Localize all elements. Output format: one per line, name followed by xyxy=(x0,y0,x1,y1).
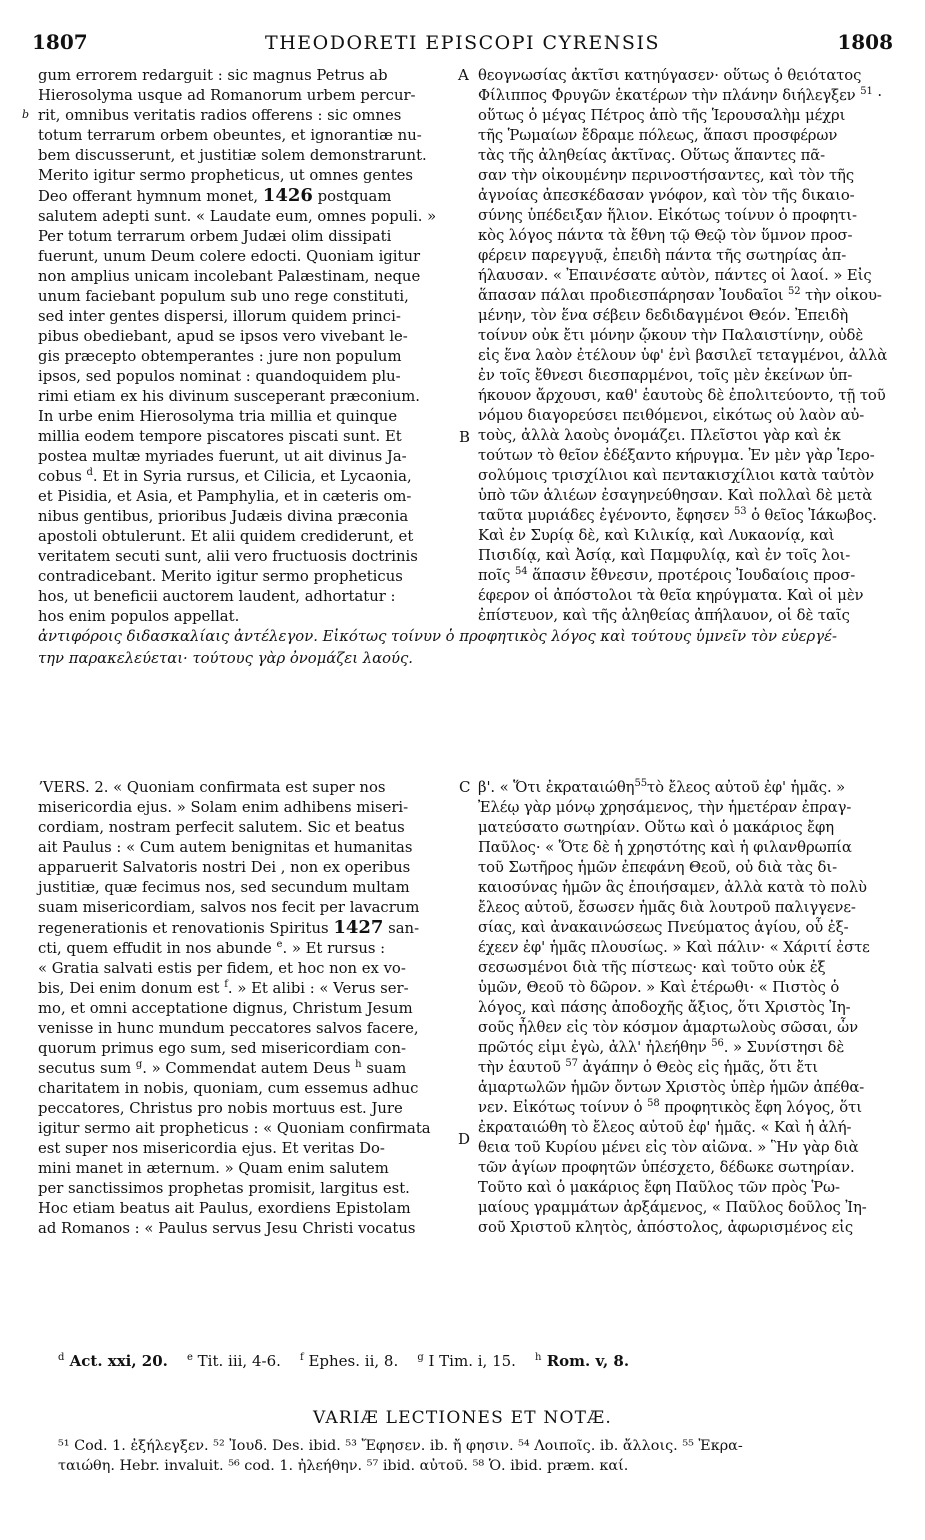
text-line: peccatores, Christus pro nobis mortuus est. Jure xyxy=(38,1100,403,1117)
text-line: apostoli obtulerunt. Et alii quidem crediderunt, et xyxy=(38,528,414,545)
page-header xyxy=(30,30,895,60)
text-line: apparuerit Salvatoris nostri Dei , non ex operibus xyxy=(38,859,411,876)
text-line: hos enim populos appellat. xyxy=(38,608,240,625)
text-line: σολύμοις τρισχίλιοι καὶ πεντακισχίλιοι κατὰ ταὐτὸν xyxy=(478,467,875,484)
text-fragment: Φίλιππος Φρυγῶν ἑκατέρων τὴν πλάνην διήλεγξεν xyxy=(478,87,856,104)
text-fragment: . » Et alibi : « Verus ser- xyxy=(227,980,409,997)
reference xyxy=(58,1352,168,1370)
text-line: quorum primus ego sum, sed misericordiam con- xyxy=(38,1040,406,1057)
text-line xyxy=(478,506,898,526)
text-line xyxy=(38,467,448,487)
full-width-passage xyxy=(38,626,898,670)
text-line: millia eodem tempore piscatores piscati sunt. Et xyxy=(38,428,402,445)
text-line: θεογνωσίας ἀκτῖσι κατηύγασεν· οὕτως ὁ θειότατος xyxy=(478,67,862,84)
footnote-ref: f xyxy=(224,979,228,991)
text-line: hos, ut beneficii auctorem laudent, adhortatur : xyxy=(38,588,396,605)
text-line: gum errorem redarguit : sic magnus Petrus ab xyxy=(38,67,388,84)
text-line: unum faciebant populum sub uno rege constituti, xyxy=(38,288,409,305)
note-ref: 53 xyxy=(734,506,747,518)
margin-note: b xyxy=(22,108,30,121)
note-ref: 58 xyxy=(647,1098,660,1110)
text-line: Ἐλέῳ γὰρ μόνῳ χρησάμενος, τὴν ἡμετέραν ἐπραγ- xyxy=(478,799,852,816)
reference-text: Rom. v, 8. xyxy=(541,1352,630,1370)
text-line: venisse in hunc mundum peccatores salvos facere, xyxy=(38,1020,419,1037)
text-line: cordiam, nostram perfecit salutem. Sic et beatus xyxy=(38,819,405,836)
text-line: ματεύσατο σωτηρίαν. Οὕτω καὶ ὁ μακάριος ἔφη xyxy=(478,819,835,836)
text-line: ait Paulus : « Cum autem benignitas et humanitas xyxy=(38,839,413,856)
text-line: τοῦ Σωτῆρος ἡμῶν ἐπεφάνη Θεοῦ, οὐ διὰ τὰς δι- xyxy=(478,859,837,876)
text-fragment: ἅπασαν πάλαι προδιεσπάρησαν Ἰουδαῖοι xyxy=(478,287,784,304)
footnote-ref: g xyxy=(135,1059,143,1071)
reference-mark: d xyxy=(58,1352,65,1363)
reference xyxy=(417,1352,516,1370)
text-line: Merito igitur sermo propheticus, ut omnes gentes xyxy=(38,167,413,184)
text-line: salutem adepti sunt. « Laudate eum, omnes populi. » xyxy=(38,208,437,225)
text-line: ἀντιφόροις διδασκαλίαις ἀντέλεγον. Εἰκότως τοίνυν ὁ προφητικὸς λόγος καὶ τούτους ὑμνεῖν τὸν εὐεργέ- xyxy=(38,628,838,645)
text-fragment: cti, quem effudit in nos abunde xyxy=(38,940,272,957)
text-line: μένην, τὸν ἕνα σέβειν δεδιδαγμένοι Θεόν. Ἐπειδὴ xyxy=(478,307,849,324)
text-fragment: . Et in Syria rursus, et Cilicia, et Lycaonia, xyxy=(92,468,412,485)
page-number-left: 1807 xyxy=(32,30,88,54)
text-line: bem discusserunt, et justitiæ solem demonstrarunt. xyxy=(38,147,427,164)
text-line: ʼVERS. 2. « Quoniam confirmata est super nos xyxy=(38,779,386,796)
text-line: ήκουον ἄρχουσι, καθ' ἑαυτοὺς δὲ ἐπολιτεύοντο, τῇ τοῦ xyxy=(478,387,886,404)
text-fragment: · xyxy=(872,87,882,104)
text-line: τούτων τὸ θεῖον ἐδέξαντο κήρυγμα. Ἐν μὲν γὰρ Ἱερο- xyxy=(478,447,875,464)
section-marker-b: B xyxy=(459,428,471,446)
text-fragment: πρῶτός εἰμι ἐγὼ, ἀλλ' ἠλεήθην xyxy=(478,1039,707,1056)
note-ref: 56 xyxy=(711,1038,724,1050)
text-fragment: β'. « Ὅτι ἐκραταιώθη xyxy=(478,779,635,796)
text-line: charitatem in nobis, quoniam, cum essemus adhuc xyxy=(38,1080,419,1097)
running-title: THEODORETI EPISCOPI CYRENSIS xyxy=(265,32,660,54)
footnote-ref: d xyxy=(86,467,93,479)
text-fragment: τὴν ἑαυτοῦ xyxy=(478,1059,561,1076)
text-line xyxy=(478,778,898,798)
text-line: postea multæ myriades fuerunt, ut ait divinus Ja- xyxy=(38,448,407,465)
text-line xyxy=(478,286,898,306)
text-line: τῆς Ῥωμαίων ἔδραμε πόλεως, ἅπασι προσφέρων xyxy=(478,127,838,144)
text-fragment: ἀγάπην ὁ Θεὸς εἰς ἡμᾶς, ὅτι ἔτι xyxy=(577,1059,819,1076)
text-line: per sanctissimos prophetas promisit, largitus est. xyxy=(38,1180,410,1197)
note-ref: 51 xyxy=(860,86,873,98)
reference-mark: g xyxy=(417,1352,424,1363)
notes-line: ταιώθη. Hebr. invaluit. ⁵⁶ cod. 1. ἠλεήθην. ⁵⁷ ibid. αὐτοῦ. ⁵⁸ Ὁ. ibid. præm. καί. xyxy=(58,1458,629,1474)
text-fragment: τὸ ἔλεος αὐτοῦ ἐφ' ἡμᾶς. » xyxy=(646,779,846,796)
text-line: fuerunt, unum Deum colere edocti. Quoniam igitur xyxy=(38,248,421,265)
text-fragment: ἅπασιν ἔθνεσιν, προτέροις Ἰουδαίοις προσ- xyxy=(527,567,856,584)
text-fragment: suam xyxy=(361,1060,407,1077)
footnote-ref: h xyxy=(355,1059,362,1071)
reference-text: Act. xxi, 20. xyxy=(64,1352,168,1370)
text-line: et Pisidia, et Asia, et Pamphylia, et in cæteris om- xyxy=(38,488,412,505)
text-line: μαίους γραμμάτων ἀρξάμενος, « Παῦλος δοῦλος Ἰη- xyxy=(478,1199,867,1216)
text-line: rit, omnibus veritatis radios offerens : sic omnes xyxy=(38,107,402,124)
text-line: ἐπίστευον, καὶ τῆς ἀληθείας ἀπήλαυον, οἱ δὲ ταῖς xyxy=(478,607,850,624)
text-line: igitur sermo ait propheticus : « Quoniam confirmata xyxy=(38,1120,431,1137)
text-fragment: τὴν οἰκου- xyxy=(800,287,882,304)
text-line xyxy=(38,186,448,207)
text-fragment: ὁ θεῖος Ἰάκωβος. xyxy=(746,507,877,524)
text-line: ὑπὸ τῶν ἁλιέων ἐσαγηνεύθησαν. Καὶ πολλαὶ δὲ μετὰ xyxy=(478,487,873,504)
text-fragment: ποῖς xyxy=(478,567,511,584)
text-fragment: ταῦτα μυριάδες ἐγένοντο, ἔφησεν xyxy=(478,507,730,524)
text-line: σοῦς ἦλθεν εἰς τὸν κόσμον ἁμαρτωλοὺς σῶσαι, ὧν xyxy=(478,1019,858,1036)
text-line: λόγος, καὶ πάσης ἀποδοχῆς ἄξιος, ὅτι Χριστὸς Ἰη- xyxy=(478,999,851,1016)
text-line: est super nos misericordia ejus. Et veritas Do- xyxy=(38,1140,385,1157)
text-line: ήλαυσαν. « Ἐπαινέσατε αὐτὸν, πάντες οἱ λαοί. » Εἰς xyxy=(478,267,872,284)
reference-mark: f xyxy=(299,1352,304,1363)
text-line: Καὶ ἐν Συρίᾳ δὲ, καὶ Κιλικίᾳ, καὶ Λυκαονίᾳ, καὶ xyxy=(478,527,835,544)
notes-line: ⁵¹ Cod. 1. ἐξήλεγξεν. ⁵² Ἰουδ. Des. ibid. ⁵³ Ἔφησεν. ib. ἤ φησιν. ⁵⁴ Λοιποῖς. ib. ἄλλοις. ⁵⁵ Ἐκρα- xyxy=(58,1438,743,1454)
text-line: veritatem secuti sunt, alii vero fructuosis doctrinis xyxy=(38,548,418,565)
section-marker-d: D xyxy=(458,1130,471,1148)
text-line: pibus obediebant, apud se ipsos vero vivebant le- xyxy=(38,328,408,345)
text-line: Τοῦτο καὶ ὁ μακάριος ἔφη Παῦλος τῶν πρὸς Ῥω- xyxy=(478,1179,840,1196)
text-line: Per totum terrarum orbem Judæi olim dissipati xyxy=(38,228,392,245)
text-line: εἰς ἕνα λαὸν ἐτέλουν ὑφ' ἑνὶ βασιλεῖ τεταγμένοι, ἀλλὰ xyxy=(478,347,888,364)
text-line: τῶν ἁγίων προφητῶν ὑπέσχετο, δέδωκε σωτηρίαν. xyxy=(478,1159,855,1176)
text-line: έφερον οἱ ἀπόστολοι τὰ θεῖα κηρύγματα. Καὶ οἱ μὲν xyxy=(478,587,864,604)
greek-column-bottom xyxy=(478,778,898,1238)
text-line: σαν τὴν οἰκουμένην περινοστήσαντες, καὶ τὸν τῆς xyxy=(478,167,855,184)
text-fragment: Deo offerant hymnum monet, xyxy=(38,188,259,205)
text-line: τοὺς, ἀλλὰ λαοὺς ὀνομάζει. Πλεῖστοι γὰρ καὶ ἐκ xyxy=(478,427,841,444)
text-line: ἀγνοίας ἀπεσκέδασαν γνόφον, καὶ τὸν τῆς δικαιο- xyxy=(478,187,855,204)
text-line: non amplius unicam incolebant Palæstinam, neque xyxy=(38,268,421,285)
text-line: τοίνυν οὐκ ἔτι μόνην ᾤκουν τὴν Παλαιστίνην, οὐδὲ xyxy=(478,327,864,344)
text-line: ἔλεος αὐτοῦ, ἔσωσεν ἡμᾶς διὰ λουτροῦ παλιγγενε- xyxy=(478,899,856,916)
text-line: Hierosolyma usque ad Romanorum urbem percur- xyxy=(38,87,416,104)
text-line: έχεεν ἐφ' ἡμᾶς πλουσίως. » Καὶ πάλιν· « Χάριτί ἐστε xyxy=(478,939,870,956)
reference-text: Ephes. ii, 8. xyxy=(303,1352,399,1370)
text-line: τὰς τῆς ἀληθείας ἀκτῖνας. Οὕτως ἅπαντες πᾶ- xyxy=(478,147,826,164)
text-line: nibus gentibus, prioribus Judæis divina præconia xyxy=(38,508,409,525)
text-line: Hoc etiam beatus ait Paulus, exordiens Epistolam xyxy=(38,1200,411,1217)
text-line: totum terrarum orbem obeuntes, et ignorantiæ nu- xyxy=(38,127,422,144)
reference-mark: h xyxy=(535,1352,542,1363)
text-line: ἁμαρτωλῶν ἡμῶν ὄντων Χριστὸς ὑπὲρ ἡμῶν ἀπέθα- xyxy=(478,1079,865,1096)
text-line: κὸς λόγος πάντα τὰ ἔθνη τῷ Θεῷ τὸν ὕμνον προσ- xyxy=(478,227,853,244)
text-line: σοῦ Χριστοῦ κλητὸς, ἀπόστολος, ἀφωρισμένος εἰς xyxy=(478,1219,854,1236)
text-line xyxy=(478,1058,898,1078)
note-ref: 54 xyxy=(514,566,528,578)
text-fragment: cobus xyxy=(38,468,82,485)
page-number-right: 1808 xyxy=(837,30,893,54)
text-fragment: secutus sum xyxy=(38,1060,132,1077)
text-line xyxy=(38,918,448,939)
text-line: sed inter gentes dispersi, illorum quidem princi- xyxy=(38,308,401,325)
note-ref: 52 xyxy=(788,286,801,298)
text-line: « Gratia salvati estis per fidem, et hoc non ex vo- xyxy=(38,960,406,977)
text-line: In urbe enim Hierosolyma tria millia et quinque xyxy=(38,408,398,425)
text-line: σίας, καὶ ἀνακαινώσεως Πνεύματος ἁγίου, οὗ ἐξ- xyxy=(478,919,849,936)
text-line: misericordia ejus. » Solam enim adhibens miseri- xyxy=(38,799,409,816)
text-fragment: . » Συνίστησι δὲ xyxy=(723,1039,845,1056)
reference-text: Tit. iii, 4-6. xyxy=(192,1352,281,1370)
text-line xyxy=(38,939,448,959)
reference-text: I Tim. i, 15. xyxy=(423,1352,516,1370)
text-fragment: regenerationis et renovationis Spiritus xyxy=(38,920,329,937)
reference xyxy=(535,1352,629,1370)
text-line xyxy=(38,1059,448,1079)
text-line: ipsos, sed populos nominat : quandoquidem plu- xyxy=(38,368,401,385)
text-line: την παρακελεύεται· τούτους γὰρ ὀνομάζει λαούς. xyxy=(38,650,414,667)
text-fragment: νεν. Εἰκότως τοίνυν ὁ xyxy=(478,1099,643,1116)
text-line: ἐν τοῖς ἔθνεσι διεσπαρμένοι, τοῖς μὲν ἐκείνων ὑπ- xyxy=(478,367,853,384)
section-marker-c: C xyxy=(459,778,471,796)
latin-column-top xyxy=(38,66,448,627)
text-line: φέρειν παρεγγυᾷ, ἐπειδὴ πάντα τῆς σωτηρίας ἀπ- xyxy=(478,247,847,264)
latin-column-bottom xyxy=(38,778,448,1239)
text-line xyxy=(38,979,448,999)
scripture-references xyxy=(58,1352,898,1370)
text-line: σεσωσμένοι διὰ τῆς πίστεως· καὶ τοῦτο οὐκ ἐξ xyxy=(478,959,826,976)
greek-column-top xyxy=(478,66,898,626)
text-fragment: . » Et rursus : xyxy=(282,940,386,957)
text-line: justitiæ, quæ fecimus nos, sed secundum multam xyxy=(38,879,410,896)
text-line xyxy=(478,86,898,106)
notes-heading: VARIÆ LECTIONES ET NOTÆ. xyxy=(313,1408,612,1428)
text-line: ὑμῶν, Θεοῦ τὸ δῶρον. » Καὶ ἑτέρωθι· « Πιστὸς ὁ xyxy=(478,979,840,996)
text-line: θεια τοῦ Κυρίου μένει εἰς τὸν αἰῶνα. » Ἣν γὰρ διὰ xyxy=(478,1139,859,1156)
text-line: Πισιδίᾳ, καὶ Ἀσίᾳ, καὶ Παμφυλίᾳ, καὶ ἐν τοῖς λοι- xyxy=(478,547,851,564)
text-line: mini manet in æternum. » Quam enim salutem xyxy=(38,1160,389,1177)
text-line: contradicebant. Merito igitur sermo propheticus xyxy=(38,568,403,585)
column-number: 1426 xyxy=(262,185,313,206)
column-number: 1427 xyxy=(333,917,384,938)
reference xyxy=(187,1352,281,1370)
variant-readings xyxy=(58,1436,903,1476)
section-marker-a: A xyxy=(458,66,469,84)
text-line: νόμου διαγορεύσει πειθόμενοι, εἰκότως οὐ λαὸν αὐ- xyxy=(478,407,865,424)
reference xyxy=(300,1352,398,1370)
text-line xyxy=(478,1038,898,1058)
text-line: suam misericordiam, salvos nos fecit per lavacrum xyxy=(38,899,420,916)
note-ref: 55 xyxy=(634,778,647,790)
footnote-ref: e xyxy=(276,939,283,951)
text-line: mo, et omni acceptatione dignus, Christum Jesum xyxy=(38,1000,413,1017)
text-line: οὕτως ὁ μέγας Πέτρος ἀπὸ τῆς Ἱερουσαλὴμ μέχρι xyxy=(478,107,846,124)
text-line xyxy=(478,566,898,586)
text-line xyxy=(478,1098,898,1118)
text-fragment: san- xyxy=(383,920,420,937)
text-fragment: postquam xyxy=(317,188,392,205)
note-ref: 57 xyxy=(565,1058,578,1070)
text-line: Παῦλος· « Ὅτε δὲ ἡ χρηστότης καὶ ἡ φιλανθρωπία xyxy=(478,839,852,856)
text-fragment: . » Commendat autem Deus xyxy=(142,1060,351,1077)
text-fragment: bis, Dei enim donum est xyxy=(38,980,220,997)
text-fragment: προφητικὸς ἔφη λόγος, ὅτι xyxy=(659,1099,862,1116)
text-line: σύνης ὑπέδειξαν ἥλιον. Εἰκότως τοίνυν ὁ προφητι- xyxy=(478,207,857,224)
text-line: rimi etiam ex his divinum susceperant præconium. xyxy=(38,388,420,405)
text-line: ἐκραταιώθη τὸ ἔλεος αὐτοῦ ἐφ' ἡμᾶς. « Καὶ ἡ ἀλή- xyxy=(478,1119,852,1136)
text-line: καιοσύνας ἡμῶν ἃς ἐποιήσαμεν, ἀλλὰ κατὰ τὸ πολὺ xyxy=(478,879,867,896)
reference-mark: e xyxy=(186,1352,193,1363)
text-line: gis præcepto obtemperantes : jure non populum xyxy=(38,348,402,365)
text-line: ad Romanos : « Paulus servus Jesu Christi vocatus xyxy=(38,1220,416,1237)
